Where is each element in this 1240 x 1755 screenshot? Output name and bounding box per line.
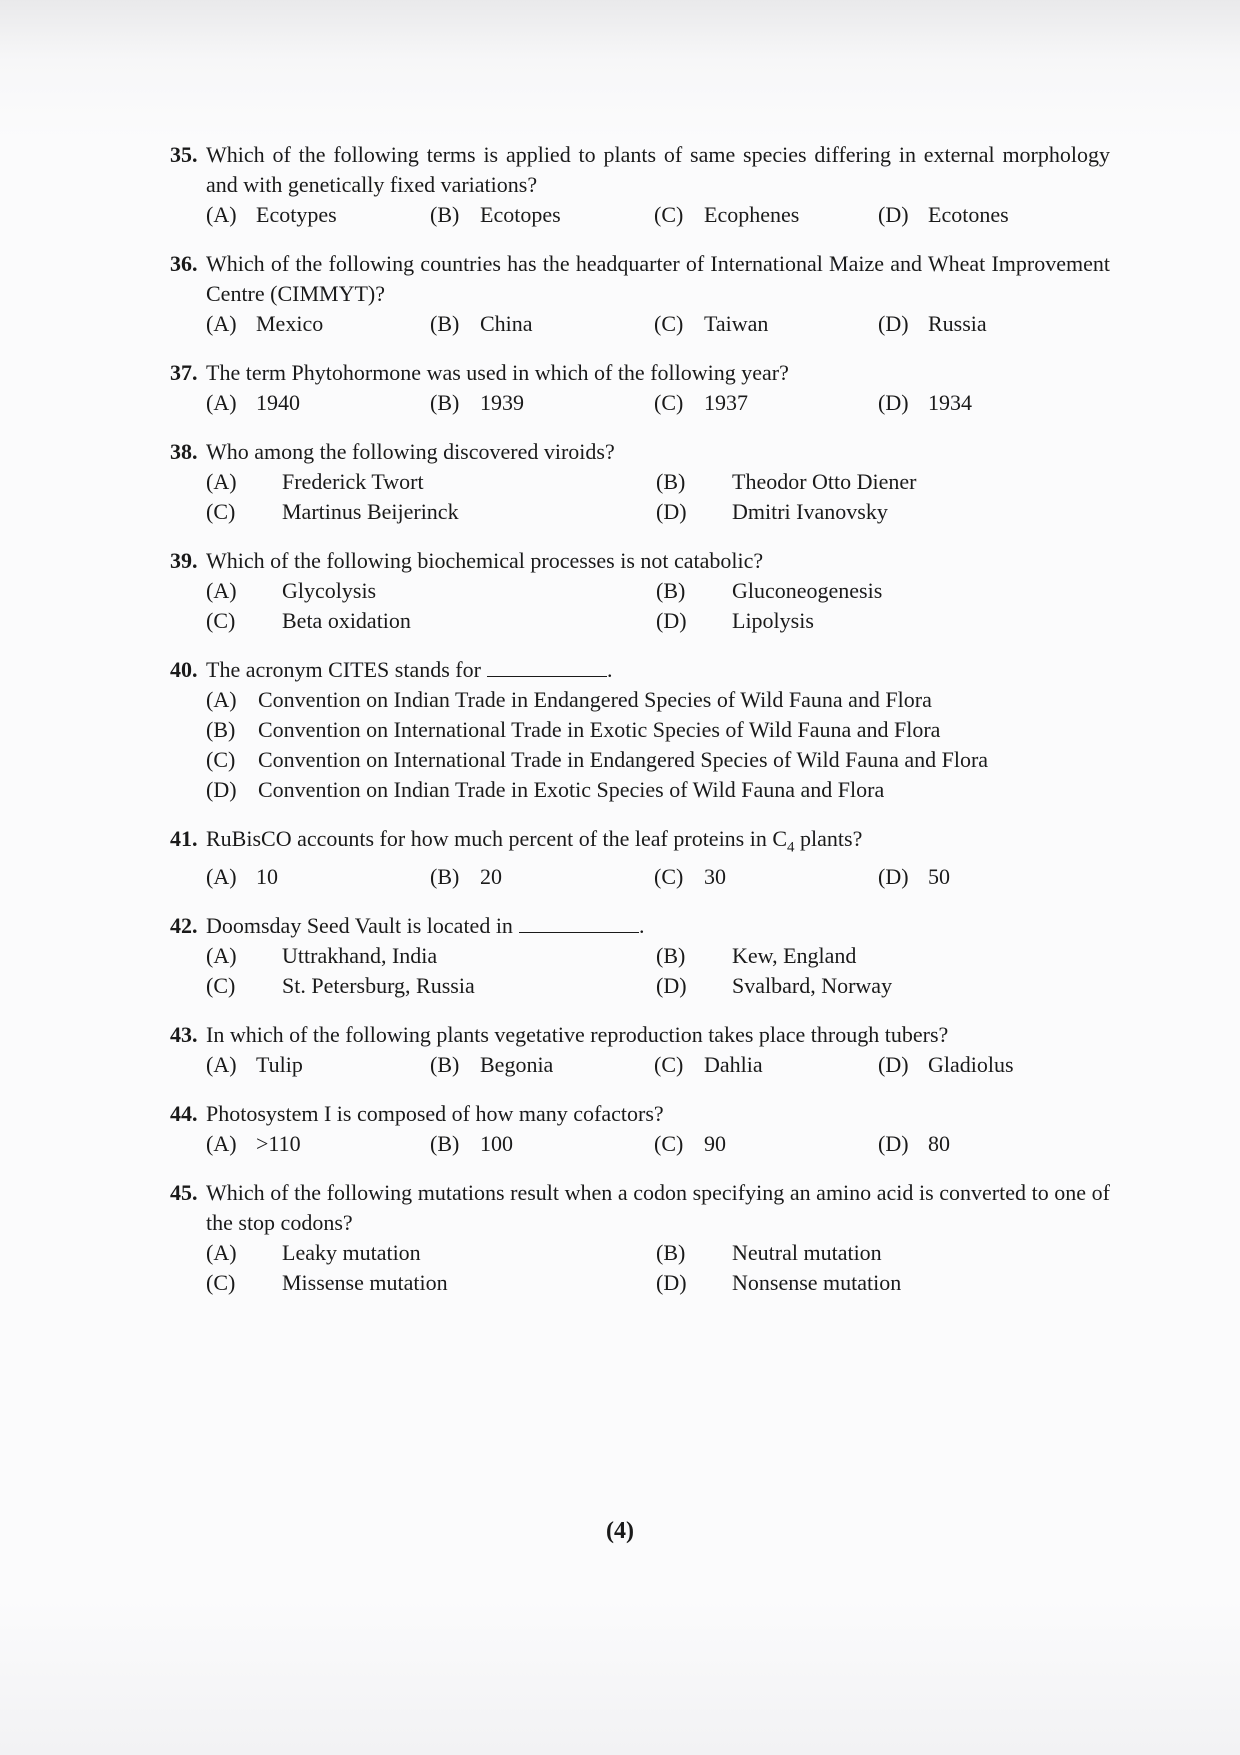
option-letter: (A)	[206, 390, 237, 415]
option-a	[206, 388, 430, 418]
option-d	[878, 1050, 1102, 1080]
option-a	[206, 309, 430, 339]
option-c	[654, 200, 878, 230]
option-text: 80	[928, 1131, 950, 1157]
option-letter: (B)	[430, 390, 460, 415]
option-a	[206, 862, 430, 892]
option-text: Frederick Twort	[282, 469, 424, 494]
option-d	[878, 200, 1102, 230]
option-text: Leaky mutation	[282, 1240, 421, 1266]
option-d	[878, 388, 1102, 418]
option-c	[654, 1050, 878, 1080]
question-44	[170, 1099, 1110, 1159]
option-a	[206, 576, 656, 606]
option-text: Begonia	[480, 1052, 554, 1078]
option-letter: (A)	[206, 469, 237, 494]
option-text: 10	[256, 864, 278, 890]
option-letter: (D)	[656, 499, 687, 524]
option-letter: (D)	[656, 973, 687, 999]
question-number: 35.	[170, 142, 198, 167]
option-letter: (A)	[206, 1240, 237, 1266]
option-letter: (D)	[878, 390, 909, 415]
option-b	[430, 1050, 654, 1080]
option-letter: (D)	[656, 608, 687, 633]
option-text: Lipolysis	[732, 608, 814, 633]
option-text: Convention on International Trade in Endangered Species of Wild Fauna and Flora	[258, 747, 989, 772]
option-d	[656, 971, 1116, 1001]
option-text: Missense mutation	[282, 1270, 448, 1296]
option-c	[206, 497, 656, 527]
option-text: 1939	[480, 390, 524, 415]
option-letter: (C)	[206, 608, 236, 633]
option-text: Theodor Otto Diener	[732, 469, 917, 494]
question-text: Which of the following countries has the headquarter of International Maize and Wheat Improvement Centre (CIMMYT)?	[206, 251, 1110, 306]
option-c	[654, 1129, 878, 1159]
option-letter: (C)	[654, 1052, 684, 1078]
option-b	[656, 1238, 1116, 1268]
option-letter: (A)	[206, 1052, 237, 1078]
options-row	[170, 1129, 1110, 1159]
option-text: Taiwan	[704, 311, 769, 336]
option-a	[206, 1050, 430, 1080]
option-letter: (A)	[206, 578, 237, 603]
question-text-wrap	[206, 655, 1110, 685]
option-text: Gladiolus	[928, 1052, 1014, 1078]
question-37	[170, 358, 1110, 418]
question-suffix: .	[638, 913, 645, 939]
option-letter: (D)	[878, 1131, 909, 1157]
option-text: Russia	[928, 311, 987, 336]
answer-blank	[519, 912, 639, 933]
option-text: 100	[480, 1131, 513, 1157]
question-number: 40.	[170, 657, 198, 682]
option-text: Neutral mutation	[732, 1240, 882, 1266]
option-b	[656, 467, 1116, 497]
question-text: Photosystem I is composed of how many cofactors?	[206, 1101, 664, 1127]
option-letter: (B)	[656, 578, 686, 603]
question-text: Which of the following mutations result when a codon specifying an amino acid is converted to one of the stop codons?	[206, 1180, 1110, 1236]
option-letter: (D)	[878, 202, 909, 227]
answer-blank	[487, 656, 607, 677]
options-row	[170, 388, 1110, 418]
option-text: China	[480, 311, 533, 336]
option-letter: (B)	[430, 202, 460, 227]
option-letter: (C)	[206, 499, 236, 524]
option-text: 1937	[704, 390, 748, 415]
option-letter: (A)	[206, 311, 237, 336]
question-35	[170, 140, 1110, 230]
question-sheet	[170, 140, 1110, 1317]
option-text: 1940	[256, 390, 300, 415]
question-number: 39.	[170, 548, 198, 573]
option-a	[206, 685, 1110, 715]
question-38	[170, 437, 1110, 527]
question-text: In which of the following plants vegetative reproduction takes place through tubers?	[206, 1022, 949, 1048]
option-d	[878, 309, 1102, 339]
option-letter: (A)	[206, 687, 237, 712]
question-number: 38.	[170, 439, 198, 464]
option-letter: (C)	[654, 864, 684, 890]
option-text: Convention on International Trade in Exotic Species of Wild Fauna and Flora	[258, 717, 941, 742]
option-text: Dmitri Ivanovsky	[732, 499, 888, 524]
question-suffix: .	[606, 657, 613, 682]
option-letter: (C)	[654, 311, 684, 336]
option-letter: (A)	[206, 1131, 237, 1157]
subscript-4: 4	[787, 839, 795, 856]
option-letter: (C)	[206, 747, 236, 772]
option-d	[656, 1268, 1116, 1298]
option-letter: (A)	[206, 943, 237, 969]
options-row	[170, 309, 1110, 339]
option-letter: (D)	[206, 777, 237, 802]
option-text: >110	[256, 1131, 301, 1157]
option-b	[430, 309, 654, 339]
option-text: Nonsense mutation	[732, 1270, 902, 1296]
options-grid	[170, 576, 1110, 636]
option-letter: (B)	[430, 864, 460, 890]
options-list	[170, 685, 1110, 805]
question-text-wrap	[206, 824, 1110, 862]
options-row	[170, 862, 1110, 892]
option-b	[206, 715, 1110, 745]
option-d	[878, 862, 1102, 892]
option-text: Mexico	[256, 311, 324, 336]
question-number: 45.	[170, 1180, 198, 1206]
question-number: 43.	[170, 1022, 198, 1048]
option-text: St. Petersburg, Russia	[282, 973, 475, 999]
page-number: (4)	[606, 1518, 634, 1544]
option-text: 50	[928, 864, 950, 890]
question-number: 41.	[170, 826, 198, 851]
question-text: RuBisCO accounts for how much percent of the leaf proteins in C	[206, 826, 788, 851]
option-letter: (D)	[878, 864, 909, 890]
option-text: 90	[704, 1131, 726, 1157]
option-text: 20	[480, 864, 502, 890]
option-b	[430, 388, 654, 418]
option-text: Kew, England	[732, 943, 857, 969]
question-36	[170, 249, 1110, 339]
options-grid	[170, 1238, 1110, 1298]
option-text: Ecotopes	[480, 202, 561, 227]
question-45	[170, 1178, 1110, 1298]
option-letter: (C)	[206, 1270, 236, 1296]
question-number: 42.	[170, 913, 198, 939]
option-a	[206, 1129, 430, 1159]
question-text: Doomsday Seed Vault is located in	[206, 913, 513, 939]
question-40	[170, 655, 1110, 805]
option-b	[430, 200, 654, 230]
option-letter: (B)	[430, 1052, 460, 1078]
option-letter: (C)	[206, 973, 236, 999]
option-text: 1934	[928, 390, 972, 415]
options-grid	[170, 467, 1110, 527]
option-text: 30	[704, 864, 726, 890]
option-d	[878, 1129, 1102, 1159]
option-a	[206, 200, 430, 230]
option-c	[206, 606, 656, 636]
option-letter: (B)	[656, 469, 686, 494]
option-text: Glycolysis	[282, 578, 377, 603]
question-text: Which of the following terms is applied to plants of same species differing in external morphology and with genetically fixed variations?	[206, 142, 1110, 197]
option-text: Convention on Indian Trade in Exotic Species of Wild Fauna and Flora	[258, 777, 885, 802]
option-c	[654, 309, 878, 339]
option-text: Gluconeogenesis	[732, 578, 883, 603]
question-text: Who among the following discovered viroids?	[206, 439, 615, 464]
question-text-wrap	[206, 911, 1110, 941]
option-letter: (C)	[654, 1131, 684, 1157]
question-43	[170, 1020, 1110, 1080]
option-text: Ecophenes	[704, 202, 800, 227]
option-a	[206, 467, 656, 497]
option-letter: (D)	[878, 311, 909, 336]
option-text: Tulip	[256, 1052, 303, 1078]
option-letter: (C)	[654, 202, 684, 227]
option-letter: (B)	[430, 1131, 460, 1157]
option-c	[206, 745, 1110, 775]
option-letter: (B)	[206, 717, 236, 742]
option-text: Dahlia	[704, 1052, 763, 1078]
option-letter: (A)	[206, 202, 237, 227]
option-text: Martinus Beijerinck	[282, 499, 459, 524]
question-39	[170, 546, 1110, 636]
question-42	[170, 911, 1110, 1001]
option-d	[656, 497, 1116, 527]
question-number: 37.	[170, 360, 198, 385]
option-letter: (D)	[656, 1270, 687, 1296]
option-b	[656, 576, 1116, 606]
option-letter: (B)	[656, 1240, 686, 1266]
option-b	[430, 1129, 654, 1159]
option-d	[206, 775, 1110, 805]
question-number: 44.	[170, 1101, 198, 1127]
option-text: Convention on Indian Trade in Endangered Species of Wild Fauna and Flora	[258, 687, 932, 712]
option-text: Ecotones	[928, 202, 1009, 227]
option-c	[654, 862, 878, 892]
option-b	[430, 862, 654, 892]
options-row	[170, 1050, 1110, 1080]
options-row	[170, 200, 1110, 230]
option-text: Ecotypes	[256, 202, 337, 227]
option-c	[654, 388, 878, 418]
option-letter: (C)	[654, 390, 684, 415]
question-text: The term Phytohormone was used in which of the following year?	[206, 360, 789, 385]
option-d	[656, 606, 1116, 636]
option-c	[206, 1268, 656, 1298]
option-b	[656, 941, 1116, 971]
question-text: Which of the following biochemical processes is not catabolic?	[206, 548, 764, 573]
question-text: The acronym CITES stands for	[206, 657, 481, 682]
option-c	[206, 971, 656, 1001]
options-grid	[170, 941, 1110, 1001]
option-text: Svalbard, Norway	[732, 973, 893, 999]
question-tail: plants?	[794, 826, 863, 851]
option-text: Uttrakhand, India	[282, 943, 438, 969]
option-letter: (B)	[656, 943, 686, 969]
option-a	[206, 1238, 656, 1268]
option-letter: (B)	[430, 311, 460, 336]
option-letter: (D)	[878, 1052, 909, 1078]
option-a	[206, 941, 656, 971]
option-text: Beta oxidation	[282, 608, 411, 633]
question-number: 36.	[170, 251, 198, 276]
option-letter: (A)	[206, 864, 237, 890]
question-41	[170, 824, 1110, 892]
